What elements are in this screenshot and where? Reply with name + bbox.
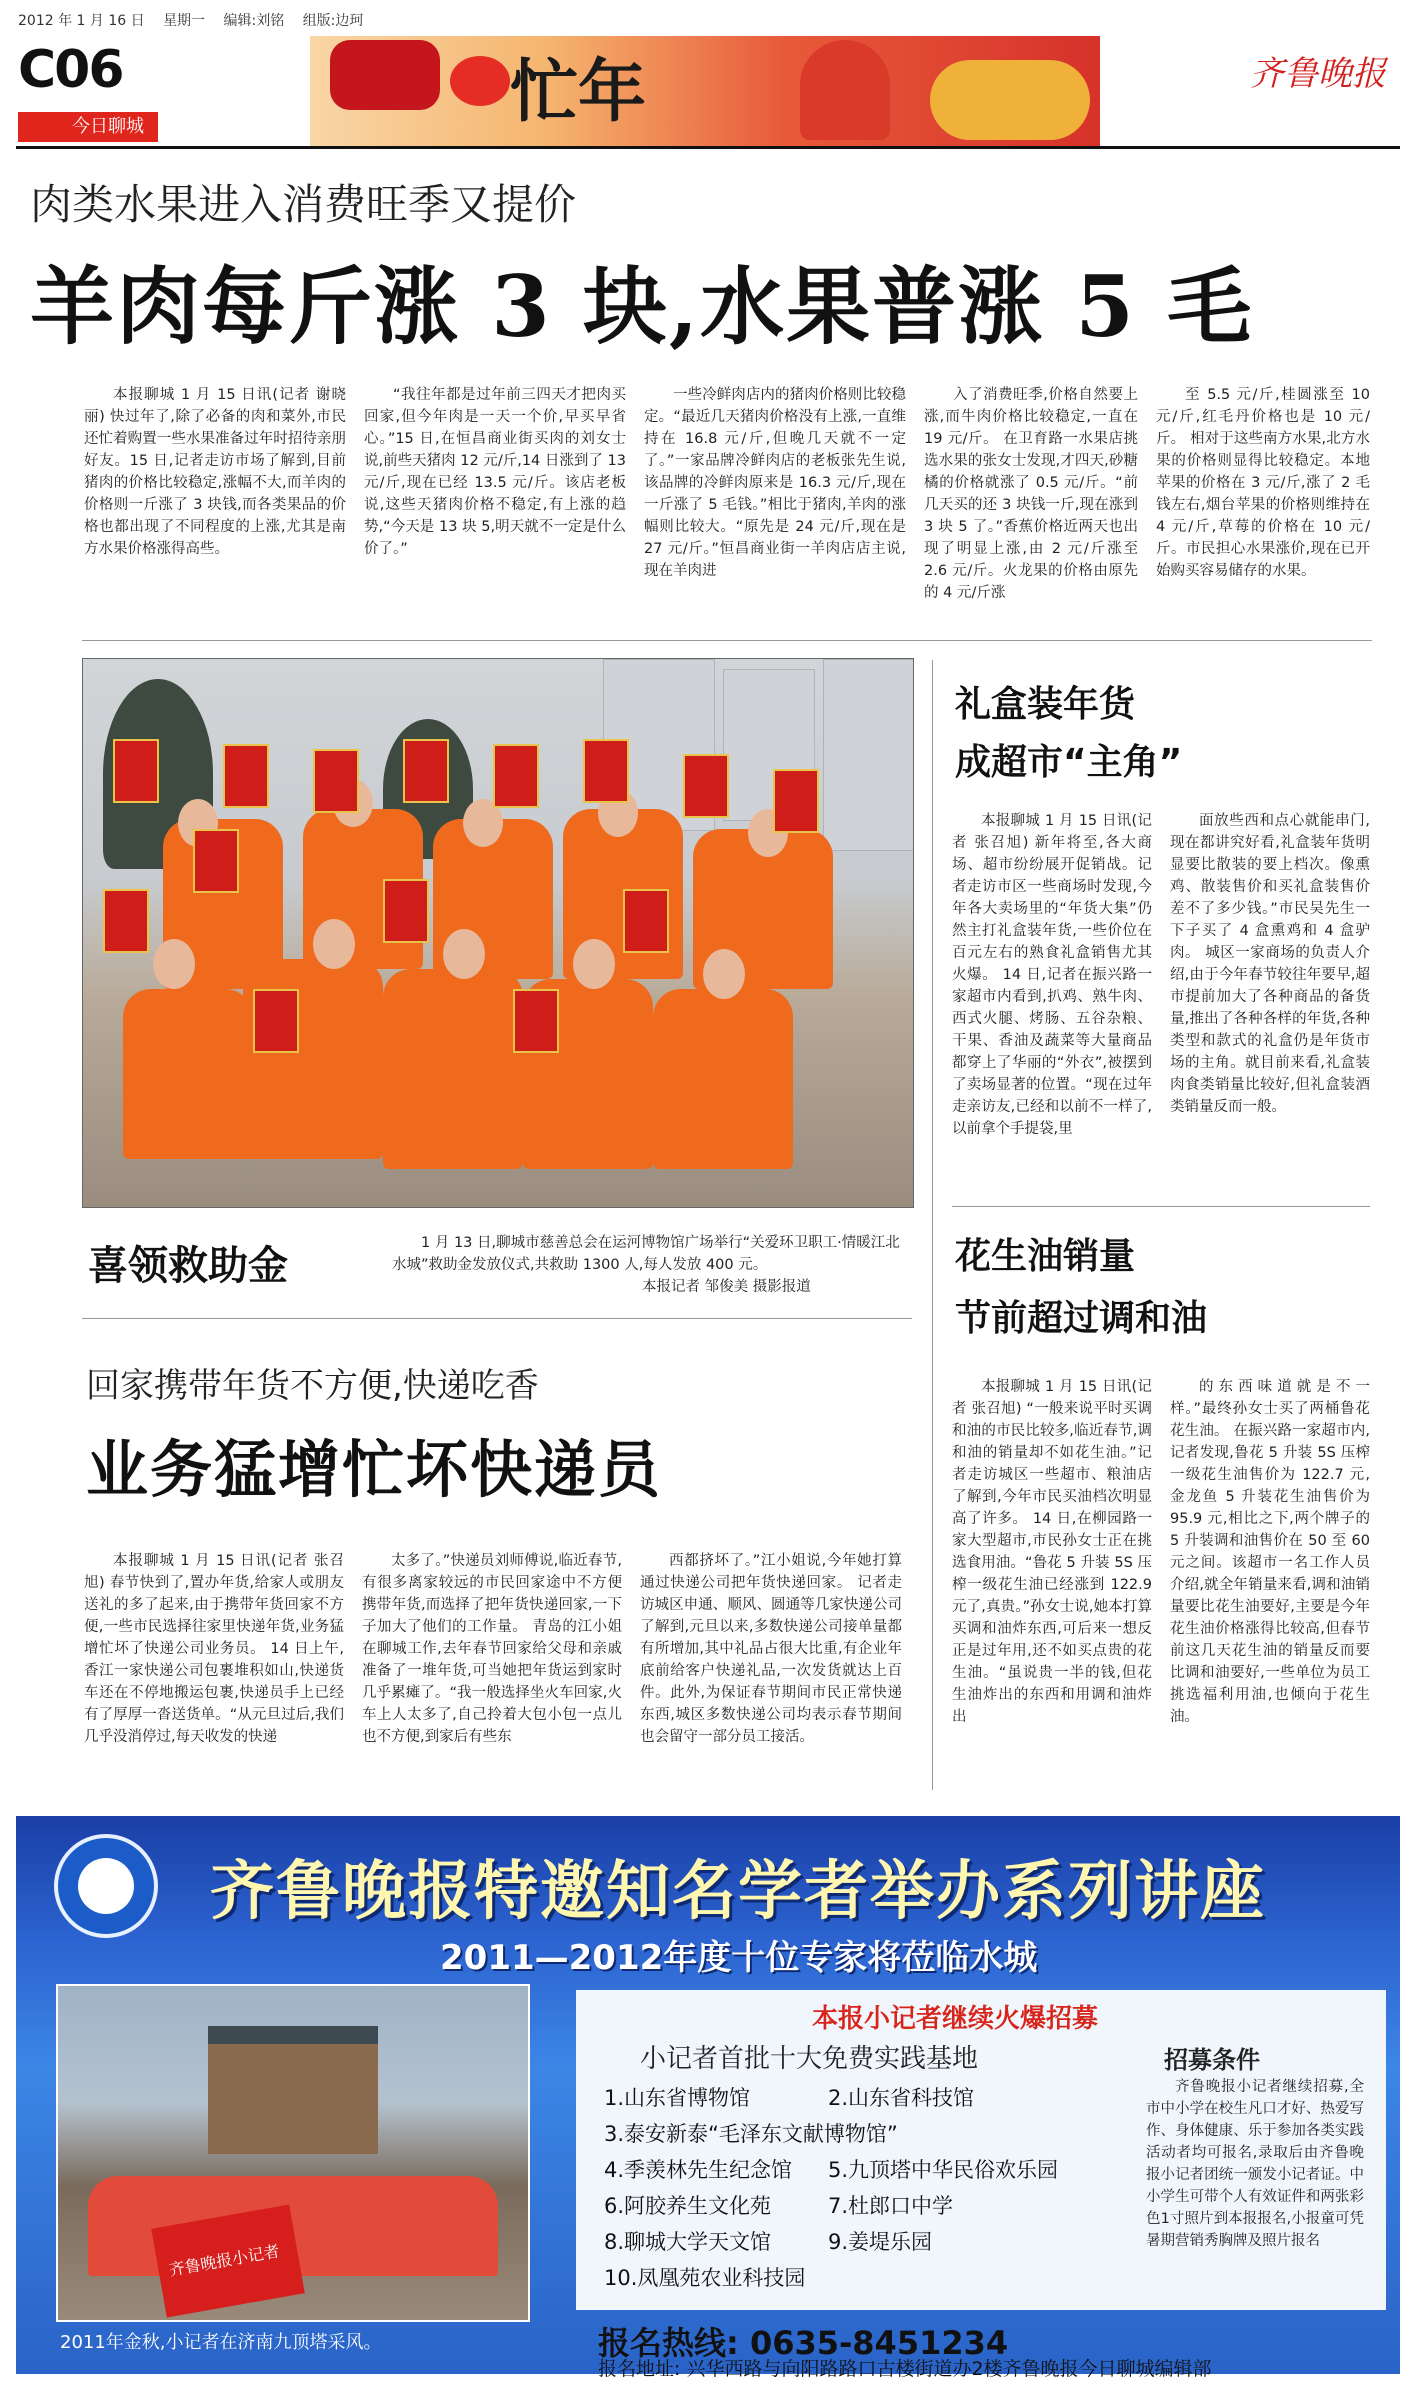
ad-photo: [56, 1984, 530, 2322]
story2-column: 面放些西和点心就能串门,现在都讲究好看,礼盒装年货明显要比散装的要上档次。像熏鸡、散装售价和买礼盒装售价差不了多少钱。”市民吴先生一下子买了 4 盒熏鸡和 4 盒驴肉。 城区一家商场的负责人介绍,由于今年春节较往年要早,超市提前加大了各种商品的备货量,推出了各种各样的年货,各种类型和款式的礼盒仍是年货市场的主角。就目前来看,礼盒装肉食类销量比较好,但礼盒装酒类销量反而一般。: [1170, 813, 1370, 1115]
story1-column: 至 5.5 元/斤,桂圆涨至 10 元/斤,红毛丹价格也是 10 元/斤。 相对于这些南方水果,北方水果的价格则显得比较稳定。本地苹果的价格在 3 元/斤,涨了 2 毛钱左右,烟台苹果的价格则维持在 4 元/斤,草莓的价格在 10 元/斤。市民担心水果涨价,现在已开始购买容易储存的水果。: [1156, 387, 1370, 579]
story4-headline: 业务猛增忙坏快递员: [86, 1433, 663, 1506]
list-item: 2.山东省科技馆: [828, 2086, 975, 2110]
bird-icon: [78, 1858, 134, 1914]
list-item: 9.姜堤乐园: [828, 2230, 933, 2254]
story1-column: 入了消费旺季,价格自然要上涨,而牛肉价格比较稳定,一直在 19 元/斤。 在卫育路一水果店挑选水果的张女士发现,才四天,砂糖橘的价格就涨了 0.5 元/斤。“前几天买的还 3 块钱一斤,现在涨到 3 块 5 了。”香蕉价格近两天也出现了明显上涨,由 2 元/斤涨至 2.6 元/斤。火龙果的价格由原先的 4 元/斤涨: [924, 387, 1138, 601]
ad-address: 报名地址: 兴华西路与向阳路路口古楼街道办2楼齐鲁晚报今日聊城编辑部: [598, 2358, 1212, 2380]
column-divider: [932, 660, 933, 1790]
newspaper-logo: 齐鲁晚报: [1250, 54, 1386, 94]
story2-title: 礼盒装年货: [955, 684, 1136, 725]
top-rule: [16, 146, 1400, 149]
date-line: [18, 10, 377, 30]
story1-column: 一些冷鲜肉店内的猪肉价格则比较稳定。“最近几天猪肉价格没有上涨,一直维持在 16.8 元/斤,但晚几天就不一定了。”一家品牌冷鲜肉店的老板张先生说,该品牌的冷鲜肉原来是 16.3 元/斤,现在一斤涨了 5 毛钱。”相比于猪肉,羊肉的涨幅则比较大。“原先是 24 元/斤,现在是 27 元/斤。”恒昌商业街一羊肉店店主说,现在羊肉进: [644, 387, 906, 579]
ad-hotline: 报名热线: 0635-8451234: [598, 2324, 1009, 2362]
story1-column: 本报聊城 1 月 15 日讯(记者 谢晓丽) 快过年了,除了必备的肉和菜外,市民还忙着购置一些水果准备过年时招待亲朋好友。15 日,记者走访市场了解到,目前猪肉的价格比较稳定,涨幅不大,而羊肉的价格则一斤涨了 3 块钱,而各类果品的价格也都出现了不同程度的上涨,尤其是南方水果价格涨得高些。: [84, 387, 346, 557]
list-item: 5.九顶塔中华民俗欢乐园: [828, 2158, 1059, 2182]
divider: [82, 1318, 912, 1319]
photo-credit: 本报记者 邹俊美 摄影报道: [642, 1279, 811, 1295]
ad-requirements-title: 招募条件: [1164, 2046, 1260, 2074]
lantern-icon: [330, 40, 440, 110]
editor: 编辑:刘铭: [223, 13, 285, 29]
list-item: 10.凤凰苑农业科技园: [604, 2266, 806, 2290]
list-item: 4.季羡林先生纪念馆: [604, 2158, 793, 2182]
photo-caption-title: 喜领救助金: [88, 1243, 288, 1289]
story2-column: 本报聊城 1 月 15 日讯(记者 张召旭) 新年将至,各大商场、超市纷纷展开促销战。记者走访市区一些商场时发现,今年各大卖场里的“年货大集”仍然主打礼盒装年货,一些价位在百元左右的熟食礼盒销售尤其火爆。 14 日,记者在振兴路一家超市内看到,扒鸡、熟牛肉、西式火腿、烤肠、五谷杂粮、干果、香油及蔬菜等大量商品都穿上了华丽的“外衣”,被摆到了卖场显著的位置。“现在过年走亲访友,已经和以前不一样了,以前拿个手提袋,里: [952, 813, 1152, 1137]
list-item: 6.阿胶养生文化苑: [604, 2194, 772, 2218]
flag-text: 齐鲁晚报小记者: [167, 2241, 281, 2280]
list-item: 8.聊城大学天文馆: [604, 2230, 772, 2254]
lantern-icon: [450, 56, 510, 106]
story1-column: “我往年都是过年前三四天才把肉买回家,但今年肉是一天一个价,早买早省心。”15 日,在恒昌商业街买肉的刘女士说,前些天猪肉 12 元/斤,14 日涨到了 13 元/斤,现在已经 13.5 元/斤。该店老板说,这些天猪肉价格不稳定,有上涨的趋势,“今天是 13 块 5,明天就不一定是什么价了。”: [364, 387, 626, 557]
story4-column: 西都挤坏了。”江小姐说,今年她打算通过快递公司把年货快递回家。 记者走访城区申通、顺风、圆通等几家快递公司了解到,元旦以来,多数快递公司接单量都有所增加,其中礼品占很大比重,有企业年底前给客户快递礼品,一次发货就达上百件。此外,为保证春节期间市民正常快递东西,城区多数快递公司均表示春节期间也会留守一部分员工接活。: [640, 1553, 902, 1745]
ad-photo-caption: 2011年金秋,小记者在济南九顶塔采风。: [60, 2332, 382, 2353]
story3-title: 花生油销量: [955, 1236, 1136, 1277]
child-photo: [800, 40, 890, 140]
section-label: 今日聊城: [18, 112, 158, 142]
divider: [952, 1206, 1370, 1207]
lion-dance-photo: [930, 60, 1090, 140]
ad-subtitle: 2011—2012年度十位专家将莅临水城: [440, 1938, 1038, 1978]
date: 2012 年 1 月 16 日: [18, 13, 145, 29]
story4-kicker: 回家携带年货不方便,快递吃香: [86, 1366, 539, 1406]
weekday: 星期一: [163, 13, 206, 29]
list-item: 7.杜郎口中学: [828, 2194, 954, 2218]
divider: [82, 640, 1372, 641]
story2-title: 成超市“主角”: [955, 742, 1183, 783]
ad-list-title: 小记者首批十大免费实践基地: [640, 2044, 979, 2074]
story4-column: 本报聊城 1 月 15 日讯(记者 张召旭) 春节快到了,置办年货,给家人或朋友送礼的多了起来,由于携带年货回家不方便,一些市民选择往家里快递年货,业务猛增忙坏了快递公司业务员。 14 日上午,香江一家快递公司包裹堆积如山,快递货车还在不停地搬运包裹,快递员手上已经有了厚厚一沓送货单。“从元旦过后,我们几乎没消停过,每天收发的快递: [84, 1553, 344, 1745]
list-item: 1.山东省博物馆: [604, 2086, 751, 2110]
masthead-title: 忙年: [510, 52, 647, 132]
story1-headline: 羊肉每斤涨 3 块,水果普涨 5 毛: [30, 257, 1254, 356]
page-number: C06: [18, 40, 123, 100]
news-photo: [82, 658, 914, 1208]
ad-requirements: 齐鲁晚报小记者继续招募,全市中小学在校生凡口才好、热爱写作、身体健康、乐于参加各类实践活动者均可报名,录取后由齐鲁晚报小记者团统一颁发小记者证。中小学生可带个人有效证件和两张彩色1寸照片到本报报名,小报童可凭暑期营销秀胸牌及照片报名: [1146, 2079, 1364, 2249]
story3-column: 本报聊城 1 月 15 日讯(记者 张召旭) “一般来说平时买调和油的市民比较多,临近春节,调和油的销量却不如花生油。”记者走访城区一些超市、粮油店了解到,今年市民买油档次明显高了许多。 14 日,在柳园路一家大型超市,市民孙女士正在挑选食用油。“鲁花 5 升装 5S 压榨一级花生油已经涨到 122.9 元了,真贵。”孙女士说,她本打算买调和油炸东西,可后来一想反正是过年用,还不如买点贵的花生油。“虽说贵一半的钱,但花生油炸出的东西和用调和油炸出: [952, 1379, 1152, 1725]
story3-column: 的东西味道就是不一样。”最终孙女士买了两桶鲁花花生油。 在振兴路一家超市内,记者发现,鲁花 5 升装 5S 压榨一级花生油售价为 122.7 元,金龙鱼 5 升装花生油售价为 95.9 元,相比之下,两个牌子的 5 升装调和油售价在 50 至 60 元之间。该超市一名工作人员介绍,就全年销量来看,调和油销量要比花生油要好,主要是今年花生油价格涨得比较高,但春节前这几天花生油的销量反而要比调和油要好,一些单位为员工挑选福利用油,也倾向于花生油。: [1170, 1379, 1370, 1725]
ad-title: 齐鲁晚报特邀知名学者举办系列讲座: [210, 1855, 1266, 1929]
layout-editor: 组版:边珂: [302, 13, 364, 29]
list-item: 3.泰安新泰“毛泽东文献博物馆”: [604, 2122, 898, 2146]
story4-column: 太多了。”快递员刘师傅说,临近春节,有很多离家较远的市民回家途中不方便携带年货,而选择了把年货快递回家,一下子加大了他们的工作量。 青岛的江小姐在聊城工作,去年春节回家给父母和亲戚准备了一堆年货,可当她把年货运到家时几乎累瘫了。“我一般选择坐火车回家,火车上人太多了,自己拎着大包小包一点儿也不方便,到家后有些东: [362, 1553, 622, 1745]
photo-caption: 1 月 13 日,聊城市慈善总会在运河博物馆广场举行“关爱环卫职工·情暖江北水城”救助金发放仪式,共救助 1300 人,每人发放 400 元。 本报记者 邹俊美 摄影报道: [392, 1232, 912, 1298]
ad-panel-title: 本报小记者继续火爆招募: [812, 2004, 1099, 2034]
story3-title: 节前超过调和油: [955, 1298, 1208, 1339]
story1-kicker: 肉类水果进入消费旺季又提价: [30, 180, 577, 229]
